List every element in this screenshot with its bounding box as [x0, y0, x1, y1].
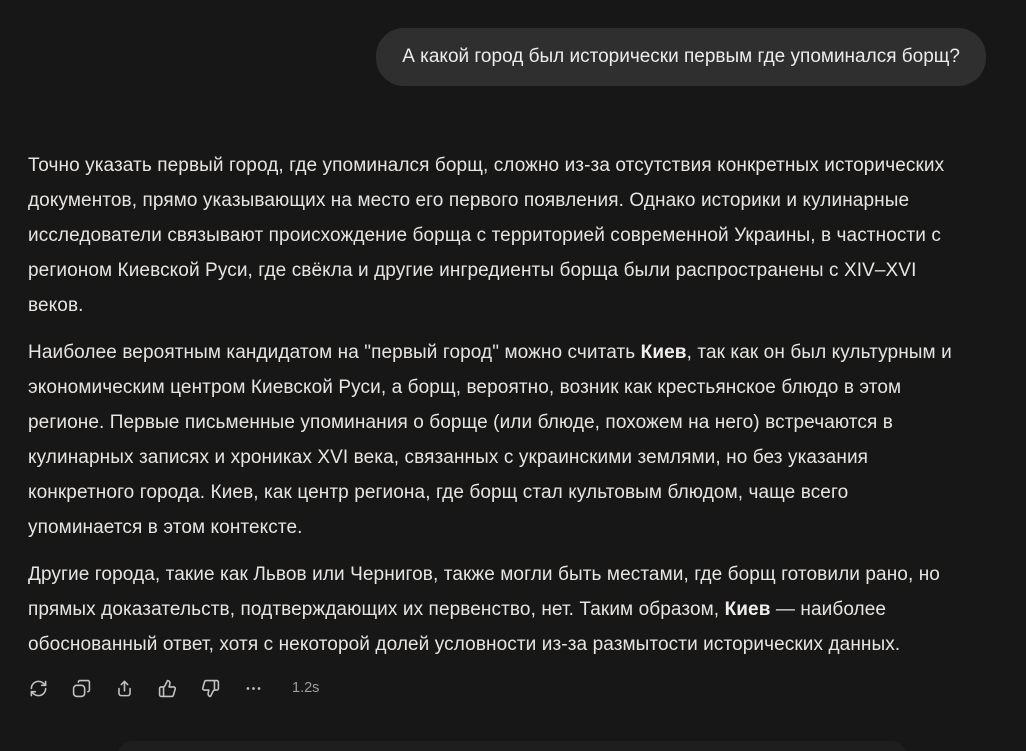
- copy-button[interactable]: [71, 678, 91, 698]
- assistant-paragraph: Другие города, такие как Львов или Чернигов, также могли быть местами, где борщ готовили рано, но прямых доказательств, подтверждающих их первенство, нет. Таким образом, Киев — наиболее обоснованный ответ, хотя с некоторой долей условности из-за размытости исторических данных.: [28, 564, 940, 655]
- assistant-paragraph: Наиболее вероятным кандидатом на "первый город" можно считать Киев, так как он был культурным и экономическим центром Киевской Руси, а борщ, вероятно, возник как крестьянское блюдо в этом регионе. Первые письменные упоминания о борще (или блюде, похожем на него) встречаются в кулинарных записях и хрониках XVI века, связанных с украинскими землями, но без указания конкретного города. Киев, как центр региона, где борщ стал культовым блюдом, чаще всего упоминается в этом контексте.: [28, 342, 952, 538]
- chat-input-bar[interactable]: [118, 741, 906, 751]
- thumbs-up-icon: [158, 679, 177, 698]
- assistant-message: [0, 86, 1000, 662]
- assistant-paragraph: Точно указать первый город, где упоминался борщ, сложно из-за отсутствия конкретных исторических документов, прямо указывающих на место его первого появления. Однако историки и кулинарные исследователи связывают происхождение борща с территорией современной Украины, в частности с регионом Киевской Руси, где свёкла и другие ингредиенты борща были распространены с XIV–XVI веков.: [28, 155, 945, 316]
- share-icon: [115, 679, 134, 698]
- regenerate-icon: [29, 679, 48, 698]
- more-options-button[interactable]: [243, 678, 263, 698]
- thumbs-down-icon: [201, 679, 220, 698]
- more-options-icon: [244, 679, 263, 698]
- copy-icon: [72, 679, 91, 698]
- regenerate-button[interactable]: [28, 678, 48, 698]
- share-button[interactable]: [114, 678, 134, 698]
- user-message-row: [0, 0, 1026, 86]
- message-action-toolbar: [0, 674, 1026, 698]
- response-time-label: 1.2s: [292, 680, 320, 696]
- user-message-bubble[interactable]: А какой город был исторически первым где упоминался борщ?: [376, 28, 986, 86]
- thumbs-down-button[interactable]: [200, 678, 220, 698]
- thumbs-up-button[interactable]: [157, 678, 177, 698]
